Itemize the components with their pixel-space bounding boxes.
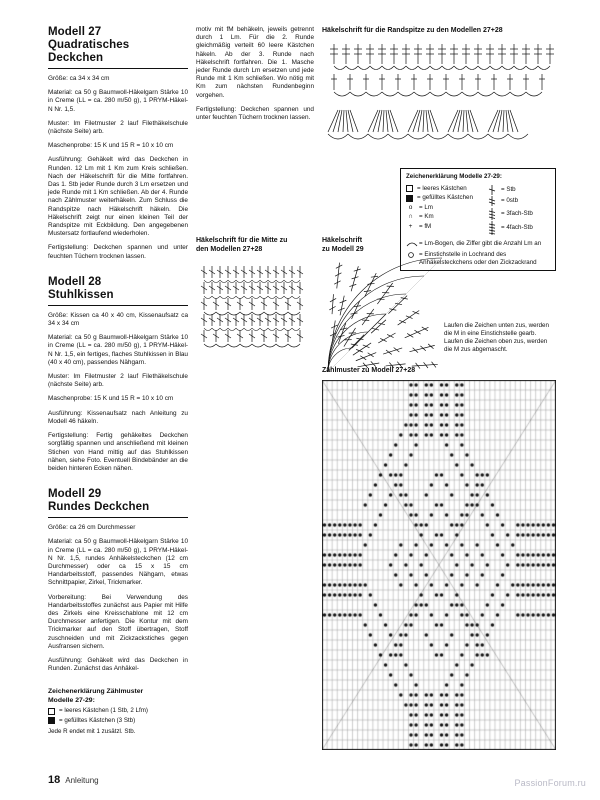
legend-item-lm [406,204,480,212]
double-crochet-icon [488,185,497,195]
page-number: 18 [48,774,61,786]
model-27-title-line3: Deckchen [48,52,104,64]
legend-reading-note: Laufen die Zeichen unten zus, werden die M in eine Einstichstelle gearb. Laufen die Zeichen oben zus, werden die M zus abgemascht. [444,322,549,353]
legend-lm-arc-label: = Lm-Bogen, die Ziffer gibt die Anzahl Lm an [419,240,542,247]
model-28-gauge: Maschenprobe: 15 K und 15 R = 10 x 10 cm [48,395,174,403]
quad-treble-icon [488,221,497,235]
legend-3fach-label: = 3fach-Stb [501,209,533,217]
legend-insert-point-label: = Einstichstelle in Lochrand des Anhäkelsteckchens oder den Zickzackrand [419,251,537,266]
crochet-chart-round-29 [322,256,448,378]
model-28-pattern: Muster: Im Filetmuster 2 lauf Filethäkelschule (nächste Seite) arb. [48,373,188,389]
model-29-execution: Ausführung: Gehäkelt wird das Deckchen in Runden. Zunächst das Anhäkel- [48,656,188,673]
model-29-title [48,488,188,514]
chart-middle-title-2: den Modellen 27+28 [196,246,263,253]
page-footer [48,774,99,786]
legend-item-4fach [488,221,550,235]
legend-item-filled [406,194,480,202]
legend-km-label: = Km [419,213,434,220]
legend-4fach-label: = 4fach-Stb [501,224,533,231]
legend-filled-label: = gefülltes Kästchen [417,194,473,201]
legend-dstb-label: = 0stb [501,197,519,204]
model-29-preparation: Vorbereitung: Bei Verwendung des Handarbeitsstoffes zunächst aus Papier mit Hilfe des Zirkels eine Kreisschablone mit 12 cm Durchmesser anfertigen. Die Kontur mit dem Trickmarker auf den Stoff übertragen, Stoff zuschneiden und mit Zickzackstiches gegen Ausfransen sichern. [48,593,188,650]
filled-cell-icon [48,717,55,724]
legend-empty-label: = leeres Kästchen [417,184,467,192]
model-28-material: Material: ca 50 g Baumwoll-Häkelgarn Stärke 10 in Creme (LL = ca. 280 m/50 g), 1 PRYM-Häkel-N Nr. 1,5, ein fertiges, flaches Stuhlkissen in Blau (40 x 40 cm), passendes Nähgarn. [48,334,188,366]
model-27-material: Material: ca 50 g Baumwoll-Häkelgarn Stärke 10 in Creme (LL = ca. 280 m/50 g), 1 PRYM-Häkel-N Nr. 1,5. [48,89,188,113]
filled-cell-icon [406,195,413,202]
chart-round-29-title-1: Häkelschrift [322,237,363,244]
model-29-title-line1: Modell 29 [48,488,102,501]
model-27-title [48,26,188,65]
legend-filled-text: = gefülltes Kästchen (3 Stb) [59,716,136,724]
model-27-title-line1: Modell 27 [48,26,102,38]
model-28-title-line1: Modell 28 [48,275,102,288]
model-28-title-line2: Stuhlkissen [48,288,114,301]
model-27-pattern: Muster: Im Filetmuster 2 lauf Filethäkelschule (nächste Seite) arb. [48,119,188,136]
legend-item-km [406,213,480,221]
legend-item-dstb [488,196,550,206]
legend-stb-label: = Stb [501,185,516,193]
model-27-gauge: Maschenprobe: 15 K und 15 R = 10 x 10 cm [48,142,174,150]
model-29-title-line2: Rundes Deckchen [48,501,150,514]
watermark-text: PassionForum.ru [514,778,586,788]
watermark [514,778,586,788]
column-middle [196,26,314,128]
legend-item-3fach [488,208,550,220]
chain-stitch-icon: o [408,203,413,211]
counting-chart-block [322,366,556,375]
legend-symbols-title: Zeichenerklärung Modelle 27-29: [406,173,502,180]
crochet-chart-border-lace [322,38,556,178]
chart-middle-title-1: Häkelschrift für die Mitte zu [196,237,288,244]
model-29-continued-1: motiv mit fM behäkeln, jeweils getrennt durch 1 Lm. Für die 2. Runde gleichmäßig verteilt 60 leere Kästchen häkeln. Ab der 3. Runde nach Häkelschrift fortfahren. Die 1. Masche jeder Runde durch Lm ersetzen und jede Runde mit 1 Km schließen. Wo nötig mit Km zum nächsten Rundenbeginn vorgehen. [196,26,314,99]
legend-counting-note: Jede R endet mit 1 zusätzl. Stb. [48,727,136,735]
model-27-size: Größe: ca 34 x 34 cm [48,75,110,82]
chart-middle-27-28-block [196,236,314,374]
divider-28 [48,305,188,306]
legend-counting-pattern [48,688,188,735]
model-27-execution: Ausführung: Gehäkelt wird das Deckchen in Runden. 12 Lm mit 1 Km zum Kreis schließen. Nach der Häkelschrift für die Mitte fortfahren. Das 1. Stb jeder Runde durch 3 Lm ersetzen und jede Runde mit 1 Km schließen. Ab der 4. Runde nach Zählmuster weiterhäkeln. Zum Schluss die Randspitze nach Häkelschrift häkeln. Die Häkelschrift zeigt nur einen kleinen Teil der Randspitze mit Eckbildung. Den angegebenen Mustersatz fortlaufend wiederholen. [48,156,188,238]
empty-cell-icon [406,185,413,192]
legend-row-filled [48,717,188,725]
crochet-chart-middle-27-28 [196,254,314,374]
counting-chart-grid [322,380,556,750]
counting-chart-title: Zählmuster zu Modell 27+28 [322,367,416,374]
legend-counting-title-1: Zeichenerklärung Zählmuster [48,688,144,696]
legend-item-empty [406,185,480,193]
model-28-execution: Ausführung: Kissenaufsatz nach Anleitung zu Modell 46 häkeln. [48,409,188,425]
page-section: Anleitung [65,776,99,785]
triple-treble-icon [488,208,497,220]
chart-round-29-title [322,236,440,254]
model-29-continued-2: Fertigstellung: Deckchen spannen und unter feuchten Tüchern trocknen lassen. [196,105,314,122]
model-29-material: Material: ca 50 g Baumwoll-Häkelgarn Stärke 10 in Creme (LL = ca. 280 m/50 g), 1 PRYM-Häkel-N Nr. 1,5, rundes Anhäkelsteckchen (12 cm Durchmesser) oder ca 15 x 15 cm Handarbeitsstoff, passendes Nähgarn, etwas Schnittpapier, Zirkel, Trickmarker. [48,538,188,587]
legend-item-stb [488,185,550,195]
legend-empty-text: = leeres Kästchen (1 Stb, 2 Lfm) [59,707,148,715]
column-left [48,26,188,736]
model-28-finishing: Fertigstellung: Fertig gehäkeltes Deckchen sorgfältig spannen und anschließend mit kleinen Stichen von Hand mittig auf das Stuhlkissen nähen, siehe Foto. Eventuell Bindebänder an die beiden hinteren Ecken nähen. [48,432,188,472]
empty-cell-icon [48,708,55,715]
treble-crochet-icon [488,196,497,206]
legend-item-fm [406,223,480,231]
model-27-finishing: Fertigstellung: Deckchen spannen und unter feuchten Tüchern trocknen lassen. [48,244,188,260]
model-28-title [48,276,188,302]
chart-border-lace-block [322,26,556,178]
legend-row-empty [48,707,188,715]
slip-stitch-icon: ∩ [408,213,413,220]
chart-round-29-block [322,236,440,378]
chart-middle-title [196,236,314,254]
model-27-title-line2: Quadratisches [48,39,130,51]
model-29-size: Größe: ca 26 cm Durchmesser [48,524,136,532]
divider-27 [48,68,188,69]
legend-lm-label: = Lm [419,203,433,211]
legend-fm-label: = fM [419,222,432,230]
single-crochet-icon: + [408,222,413,230]
chart-round-29-title-2: zu Modell 29 [322,246,364,253]
model-28-size: Größe: Kissen ca 40 x 40 cm, Kissenaufsatz ca 34 x 34 cm [48,311,188,328]
chart-border-title: Häkelschrift für die Randspitze zu den Modellen 27+28 [322,27,503,34]
legend-counting-title-2: Modelle 27-29: [48,696,95,704]
divider-29 [48,517,188,518]
